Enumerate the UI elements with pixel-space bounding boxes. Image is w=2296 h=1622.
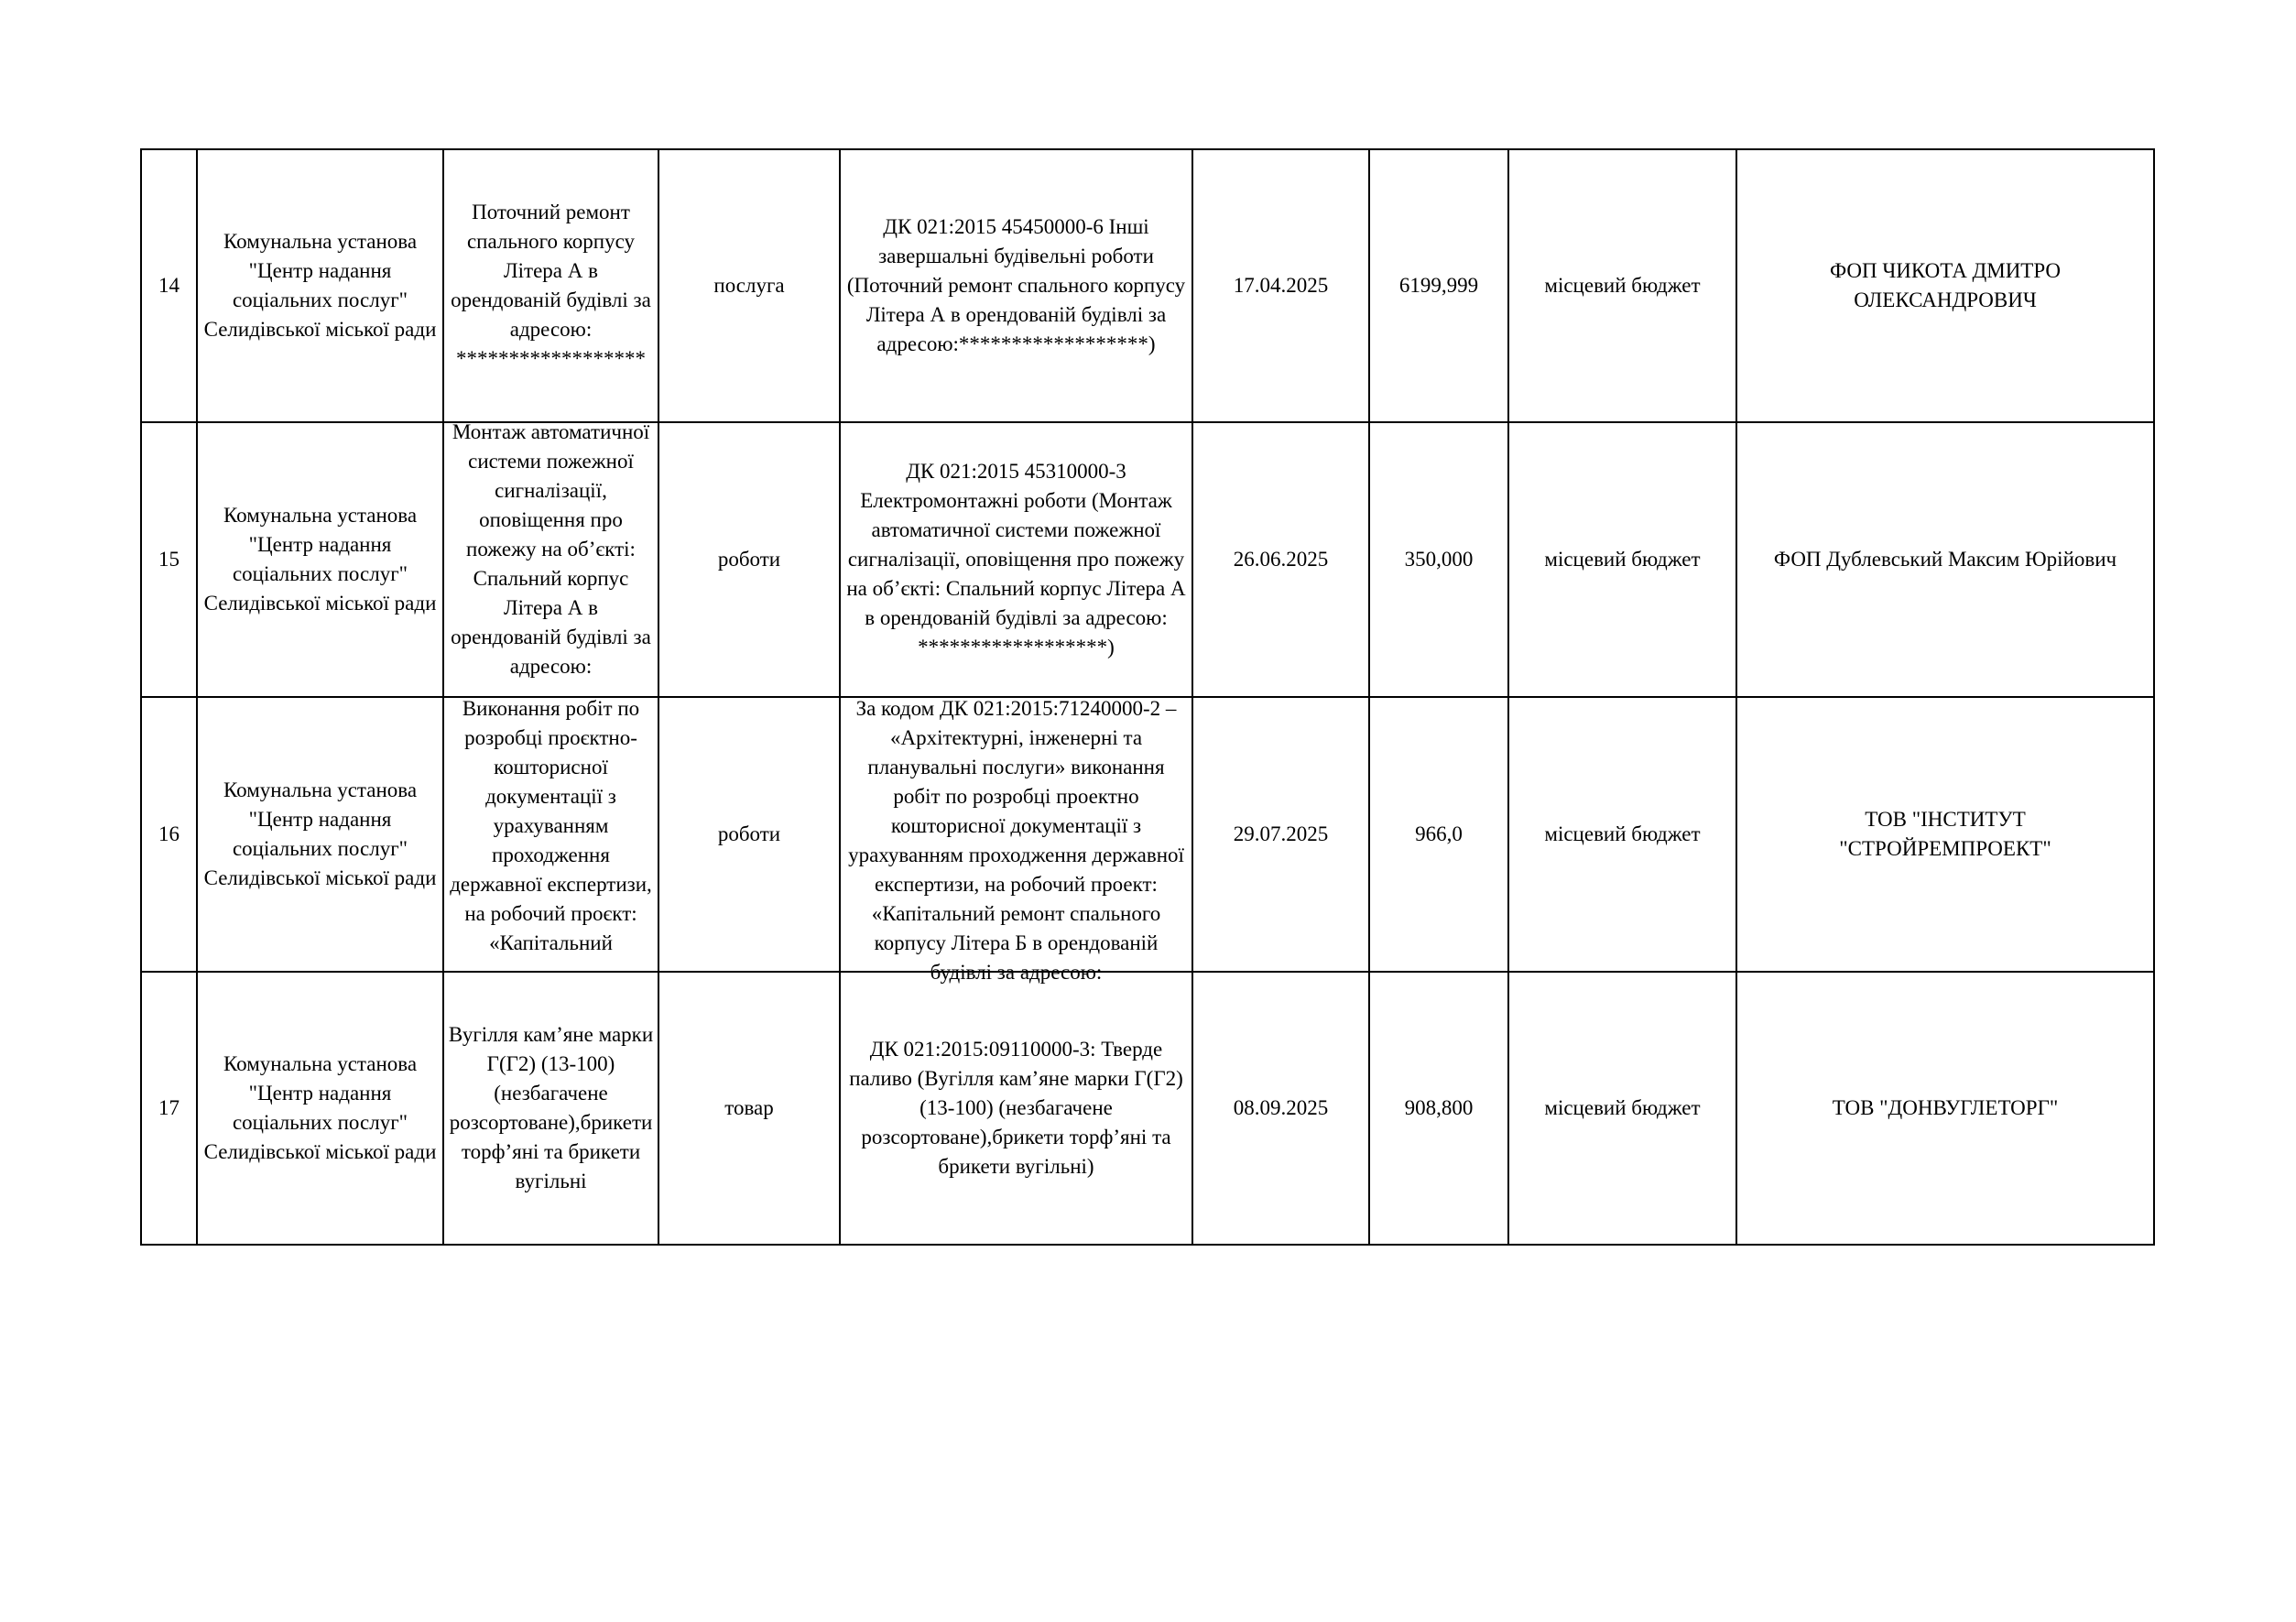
table-row: [141, 149, 2154, 422]
code-cell: ДК 021:2015:09110000-3: Тверде паливо (Вугілля кам’яне марки Г(Г2) (13-100) (незбагачене розсортоване),брикети торф’яні та брикети вугільні): [840, 972, 1192, 1245]
contractor-cell: ФОП Дублевський Максим Юрійович: [1736, 422, 2154, 697]
code-cell: За кодом ДК 021:2015:71240000-2 – «Архітектурні, інженерні та планувальні послуги» виконання робіт по розробці проектно кошторисної документації з урахуванням проходження державної експертизи, на робочий проект: «Капітальний ремонт спального корпусу Літера Б в орендованій будівлі за адресою:: [840, 697, 1192, 972]
row-number: 16: [141, 697, 197, 972]
amount-cell: 6199,999: [1369, 149, 1508, 422]
contractor-cell: ТОВ "ДОНВУГЛЕТОРГ": [1736, 972, 2154, 1245]
table-row: [141, 972, 2154, 1245]
type-cell: роботи: [658, 697, 840, 972]
row-number: 17: [141, 972, 197, 1245]
date-cell: 26.06.2025: [1192, 422, 1369, 697]
amount-cell: 966,0: [1369, 697, 1508, 972]
row-number: 15: [141, 422, 197, 697]
code-cell: ДК 021:2015 45310000-3 Електромонтажні роботи (Монтаж автоматичної системи пожежної сигналізації, оповіщення про пожежу на об’єкті: Спальний корпус Літера А в орендованій будівлі за адресою: ******************): [840, 422, 1192, 697]
contractor-cell: ТОВ "ІНСТИТУТ "СТРОЙРЕМПРОЕКТ": [1736, 697, 2154, 972]
subject-cell: Поточний ремонт спального корпусу Літера А в орендованій будівлі за адресою: ******************: [443, 149, 658, 422]
subject-cell: Вугілля кам’яне марки Г(Г2) (13-100) (незбагачене розсортоване),брикети торф’яні та брикети вугільні: [443, 972, 658, 1245]
amount-cell: 350,000: [1369, 422, 1508, 697]
source-cell: місцевий бюджет: [1508, 972, 1736, 1245]
document-page: [140, 148, 2153, 1246]
code-cell: ДК 021:2015 45450000-6 Інші завершальні будівельні роботи (Поточний ремонт спального корпусу Літера А в орендованій будівлі за адресою:******************): [840, 149, 1192, 422]
type-cell: роботи: [658, 422, 840, 697]
type-cell: товар: [658, 972, 840, 1245]
date-cell: 17.04.2025: [1192, 149, 1369, 422]
source-cell: місцевий бюджет: [1508, 422, 1736, 697]
date-cell: 08.09.2025: [1192, 972, 1369, 1245]
date-cell: 29.07.2025: [1192, 697, 1369, 972]
customer-cell: Комунальна установа "Центр надання соціальних послуг" Селидівської міської ради: [197, 697, 443, 972]
type-cell: послуга: [658, 149, 840, 422]
table-row: [141, 697, 2154, 972]
procurement-table: [140, 148, 2155, 1246]
customer-cell: Комунальна установа "Центр надання соціальних послуг" Селидівської міської ради: [197, 422, 443, 697]
amount-cell: 908,800: [1369, 972, 1508, 1245]
row-number: 14: [141, 149, 197, 422]
source-cell: місцевий бюджет: [1508, 149, 1736, 422]
contractor-cell: ФОП ЧИКОТА ДМИТРО ОЛЕКСАНДРОВИЧ: [1736, 149, 2154, 422]
subject-cell: Виконання робіт по розробці проєктно-кошторисної документації з урахуванням проходження державної експертизи, на робочий проєкт: «Капітальний: [443, 697, 658, 972]
customer-cell: Комунальна установа "Центр надання соціальних послуг" Селидівської міської ради: [197, 972, 443, 1245]
table-row: [141, 422, 2154, 697]
source-cell: місцевий бюджет: [1508, 697, 1736, 972]
customer-cell: Комунальна установа "Центр надання соціальних послуг" Селидівської міської ради: [197, 149, 443, 422]
subject-cell: Монтаж автоматичної системи пожежної сигналізації, оповіщення про пожежу на об’єкті: Спальний корпус Літера А в орендованій будівлі за адресою:: [443, 422, 658, 697]
